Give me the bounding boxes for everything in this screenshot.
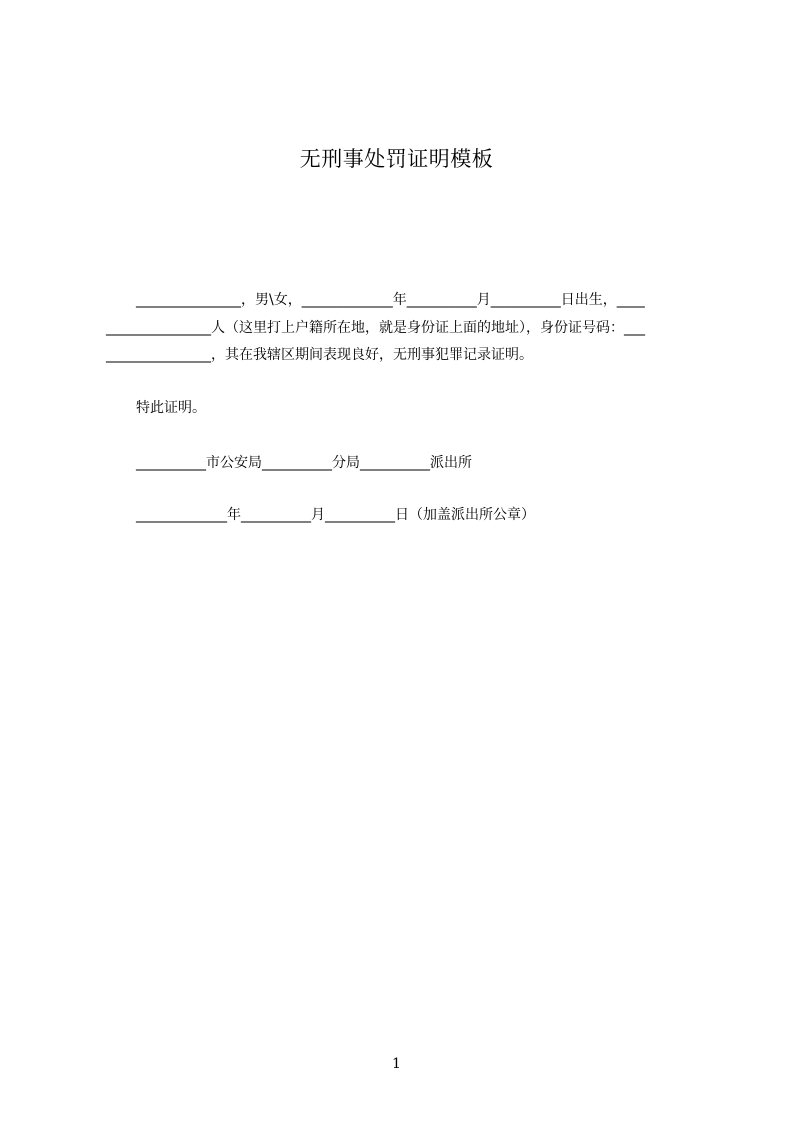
issuer-line: __________市公安局__________分局__________派出所 bbox=[136, 455, 472, 471]
paragraph-line-3: _______________，其在我辖区期间表现良好，无刑事犯罪记录证明。 bbox=[106, 347, 533, 363]
document-title: 无刑事处罚证明模板 bbox=[299, 147, 494, 171]
date-seal-line: _____________年__________月__________日（加盖派出所公章） bbox=[136, 507, 535, 523]
paragraph-line-1: _______________，男\女，_____________年__________月__________日出生，____ bbox=[136, 292, 645, 308]
paragraph-line-2: _______________人（这里打上户籍所在地，就是身份证上面的地址），身份证号码：___ bbox=[106, 320, 645, 336]
certify-statement: 特此证明。 bbox=[136, 400, 206, 416]
page-number: 1 bbox=[392, 1056, 401, 1072]
